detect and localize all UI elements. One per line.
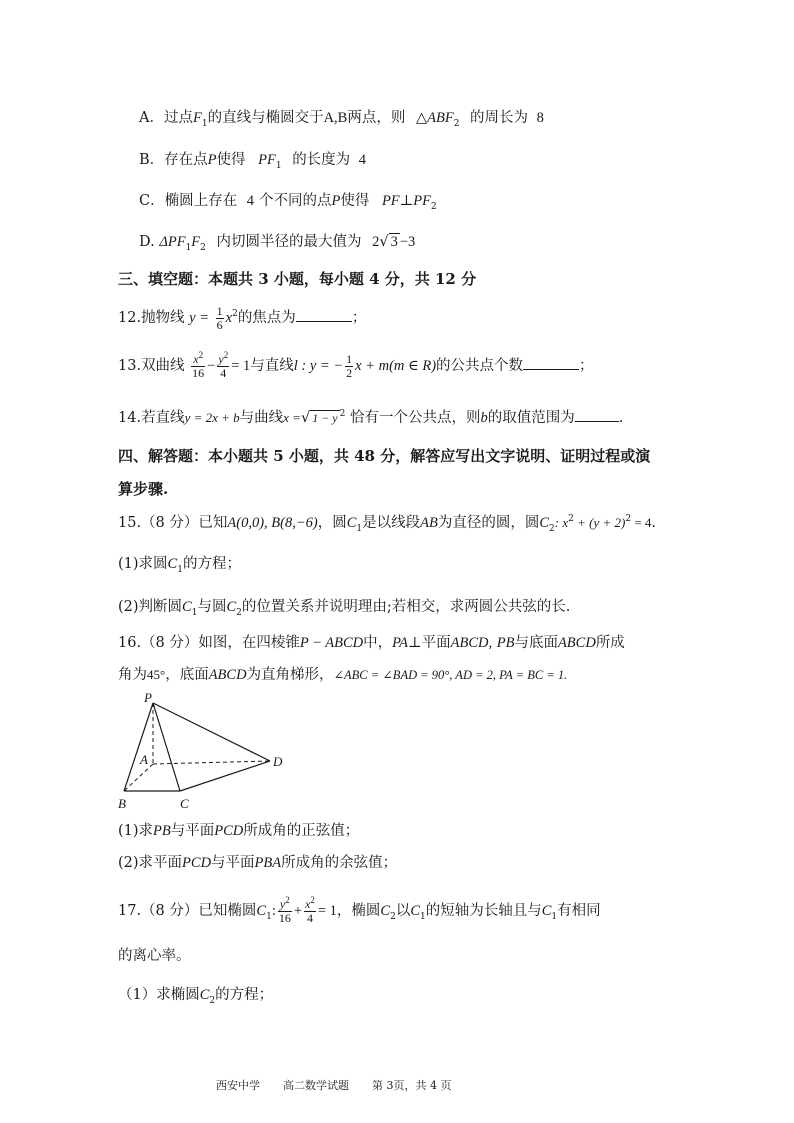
section-4-heading-line1: 四、解答题：本小题共 5 小题，共 48 分，解答应写出文字说明、证明过程或演: [118, 447, 651, 465]
q17-c1c: C: [541, 903, 552, 919]
q12-y: y =: [189, 310, 210, 326]
pyramid-figure: [112, 688, 302, 812]
footer-subject: 高二数学试题: [283, 1079, 349, 1092]
q16-text-1: 中，: [363, 635, 393, 651]
option-c-text-3: 使得: [340, 193, 370, 209]
q16-degree: 45°: [147, 667, 166, 682]
q17-eq: = 1: [317, 903, 337, 919]
q13-f3-den: 2: [346, 365, 353, 380]
q13-f3-num: 1: [346, 351, 353, 366]
q16-sub-1: [118, 820, 359, 842]
q16-s1-b: 与平面: [170, 823, 215, 839]
q17-part-1: （1）求椭圆$C_2$的方程；: [118, 987, 274, 1006]
q15-end: .: [651, 515, 657, 531]
option-d-triangle: ΔPF: [159, 234, 186, 250]
option-b: B．存在点P使得 $PF_1$ 的长度为 4: [139, 152, 367, 171]
q15-head: 15.（8 分）已知: [118, 515, 228, 531]
option-d-v1: 2: [372, 234, 380, 250]
option-a-text-2: 的直线与椭圆交于: [207, 110, 324, 126]
question-17: 17.（8 分）已知椭圆$C_1$: $\frac{y^2}{16}$ + $\frac{x^2}{4}$ = 1，椭圆$C_2$以$C_1$的短轴为长轴且与$C_1$有相同: [118, 894, 601, 925]
q17-plus: +: [293, 903, 303, 919]
q16-s2-c: 所成角的余弦值；: [281, 855, 398, 871]
q14-root: 1 − y: [312, 411, 338, 425]
q16-l2c: 为直角梯形，: [246, 667, 334, 683]
q17-c1: C: [256, 903, 267, 919]
q17-c2: C: [380, 903, 391, 919]
q14-text-4: 的取值范围为: [487, 410, 575, 426]
q15-p1-b: 的方程；: [182, 556, 241, 572]
option-c-text-2: 个不同的点: [258, 193, 332, 209]
option-a-text-4: 的周长为: [470, 110, 529, 126]
q17-text-2: 以: [395, 903, 411, 919]
option-d-text: 内切圆半径的最大值为: [216, 234, 362, 250]
vertex-label-b: B: [118, 796, 126, 811]
q15-text-3: 为直径的圆，圆: [437, 515, 540, 531]
option-d-label: D.: [139, 234, 155, 250]
q17-p1-b: 的方程；: [215, 987, 274, 1003]
option-a-text-3: 两点，则: [347, 110, 406, 126]
question-15: 15.（8 分）已知A(0,0), B(8,−6)，圆$C_1$是以线段AB为直径的圆，圆$C_2$: $x^2 + (y + 2)^2 = 4$.: [118, 514, 657, 534]
q17-c1b: C: [410, 903, 420, 919]
q15-part-2: (2)判断圆$C_1$与圆$C_2$的位置关系并说明理由;若相交，求两圆公共弦的长.: [118, 599, 571, 618]
option-c-perp: PF⊥PF: [381, 193, 432, 209]
q13-text-4: ；: [579, 358, 594, 374]
q16-s2-b: 与平面: [211, 855, 255, 871]
option-c-label: C．: [139, 193, 165, 209]
q16-abcd-2: ABCD: [557, 635, 596, 651]
q15-p2-c1: C: [182, 599, 192, 615]
q15-p2-b: 与圆: [197, 599, 227, 615]
option-c-text-1: 椭圆上存在: [164, 193, 238, 209]
q16-line-2: [118, 664, 567, 686]
option-a-label: A．: [139, 110, 164, 126]
q12-answer-blank[interactable]: [296, 307, 352, 322]
q13-text-1: 双曲线: [141, 358, 185, 374]
q12-frac-num: 1: [216, 303, 223, 318]
option-b-value: 4: [358, 152, 367, 168]
q16-s1-c: 所成角的正弦值；: [243, 823, 360, 839]
q17-line-2: 的离心率。: [118, 948, 191, 964]
q15-p1-c: C: [167, 556, 178, 572]
q16-s1-pb: PB: [153, 823, 171, 839]
q16-sub-2: [118, 852, 397, 874]
q15-p1: (1)求圆: [118, 556, 168, 572]
q17-p1-c: C: [199, 987, 210, 1003]
section-4-heading-line2: 算步骤.: [118, 480, 169, 498]
q15-text-1: ，圆: [317, 515, 347, 531]
question-12: 12.抛物线 y = $\frac{1}{6}$ $x^2$的焦点为 ；: [118, 303, 367, 332]
question-16: [118, 632, 625, 654]
q13-text-3: 的公共点个数: [436, 358, 524, 374]
q16-text-4: 所成: [595, 635, 625, 651]
q15-p2-c2: C: [226, 599, 237, 615]
q17-f1-num: y: [279, 896, 286, 911]
footer-page: 第 3页，共 4 页: [372, 1079, 452, 1092]
option-a: A．过点$F_1$的直线与椭圆交于A,B两点，则 $\triangle ABF_2$ 的周长为 8: [139, 110, 544, 129]
q13-f2-num: y: [218, 351, 224, 366]
option-a-text-1: 过点: [163, 110, 193, 126]
option-d-f: F: [191, 234, 201, 250]
q14-text-3: 恰有一个公共点，则: [349, 410, 481, 426]
q16-conditions: ∠ABC = ∠BAD = 90°, AD = 2, PA = BC = 1.: [333, 668, 568, 682]
vertex-label-p: P: [144, 690, 152, 705]
q13-minus: −: [207, 358, 216, 374]
q12-text-1: 抛物线: [141, 310, 185, 326]
option-b-text-3: 的长度为: [292, 152, 351, 168]
q14-answer-blank[interactable]: [575, 407, 619, 422]
q17-head: 17.（8 分）已知椭圆: [118, 903, 257, 919]
q16-text-3: 与底面: [514, 635, 558, 651]
q14-curve: x =: [283, 410, 301, 425]
q13-eq: = 1: [231, 358, 251, 374]
footer-school: 西安中学: [216, 1079, 260, 1092]
q16-s1-pcd: PCD: [214, 823, 244, 839]
section-3-heading: 三、填空题：本题共 3 小题，每小题 4 分，共 12 分: [118, 270, 477, 288]
q15-eq-2: + (y + 2): [573, 515, 626, 530]
vertex-label-a: A: [140, 752, 148, 767]
option-b-p: P: [207, 152, 217, 168]
option-a-triangle: △ABF: [415, 110, 454, 126]
q15-p2-c: 的位置关系并说明理由;若相交，求两圆公共弦的长.: [241, 599, 571, 615]
q17-f2-num: x: [305, 896, 311, 911]
q15-points: A(0,0), B(8,−6): [227, 515, 318, 531]
q16-pyramid: P − ABCD: [299, 635, 364, 651]
option-b-label: B．: [139, 152, 165, 168]
q16-l2b: ，底面: [165, 667, 209, 683]
q15-p2: (2)判断圆: [118, 599, 183, 615]
q13-rest: x + m(m ∈ R): [355, 358, 437, 374]
q17-text-4: 有相同: [557, 903, 601, 919]
option-d-v2: 3: [390, 234, 398, 250]
q15-c1: C: [346, 515, 357, 531]
q14-text-2: 与曲线: [239, 410, 284, 426]
q13-answer-blank[interactable]: [523, 355, 579, 370]
q14-line: y = 2x + b: [184, 410, 240, 425]
q13-line: l : y = −: [293, 358, 344, 374]
option-a-points: A,B: [323, 110, 348, 126]
q17-f2-den: 4: [306, 910, 313, 925]
question-13: 13.双曲线 $\frac{x^2}{16}$ − $\frac{y^2}{4}$ = 1与直线l : y = − $\frac{1}{2}$ x + m(m ∈ R)的公共点个数 ；: [118, 349, 594, 380]
q16-abcd-3: ABCD: [208, 667, 247, 683]
q12-text-2: 的焦点为: [237, 310, 296, 326]
q16-s1: (1)求: [118, 823, 154, 839]
vertex-label-c: C: [180, 796, 189, 811]
question-14: 14.若直线y = 2x + b与曲线x =√ 1 − y $^2$ 恰有一个公共点，则b的取值范围为 .: [118, 407, 623, 429]
q15-ab: AB: [420, 515, 438, 531]
q13-f1-num: x: [193, 351, 199, 366]
q17-colon: :: [271, 903, 276, 919]
q16-l2a: 角为: [118, 667, 147, 683]
option-d: D. $\Delta PF_1F_2$ 内切圆半径的最大值为 2√ 3 −3: [139, 234, 416, 253]
q16-abcd: ABCD,: [450, 635, 493, 651]
q17-text-1: ，椭圆: [336, 903, 381, 919]
q14-num: 14.: [118, 410, 142, 426]
q14-text-5: .: [618, 410, 624, 426]
q17-p1: （1）求椭圆: [118, 987, 200, 1003]
q13-f2-den: 4: [220, 365, 227, 380]
option-c: C．椭圆上存在 4 个不同的点P使得 $PF\perp PF_2$: [139, 193, 437, 212]
option-a-value: 8: [536, 110, 544, 126]
option-a-f1: F: [192, 110, 202, 126]
q16-head: 16.（8 分）如图，在四棱锥: [118, 635, 300, 651]
q15-eq-3: = 4: [631, 515, 652, 530]
q17-text-3: 的短轴为长轴且与: [425, 903, 542, 919]
q16-s2: (2)求平面: [118, 855, 183, 871]
option-b-text-2: 使得: [216, 152, 246, 168]
q14-b: b: [480, 410, 488, 426]
option-d-v3: −3: [399, 234, 416, 250]
q16-pb: PB: [496, 635, 515, 651]
q12-x: x: [225, 310, 233, 326]
q12-num: 12.: [118, 310, 142, 326]
q14-text-1: 若直线: [141, 410, 185, 426]
option-c-count: 4: [246, 193, 254, 209]
option-b-pf: PF: [258, 152, 276, 168]
q12-text-3: ；: [351, 310, 367, 326]
q15-text-2: 是以线段: [362, 515, 421, 531]
q15-eq: : x: [554, 515, 569, 530]
q16-text-2: ⊥平面: [408, 635, 451, 651]
q16-s2-pcd: PCD: [182, 855, 212, 871]
q17-f1-den: 16: [278, 910, 291, 925]
q15-c2: C: [539, 515, 550, 531]
q13-num: 13.: [118, 358, 142, 374]
vertex-label-d: D: [273, 754, 283, 769]
option-c-p: P: [331, 193, 341, 209]
q13-text-2: 与直线: [250, 358, 294, 374]
q15-part-1: (1)求圆$C_1$的方程；: [118, 556, 241, 575]
q12-frac-den: 6: [216, 317, 223, 332]
option-b-text-1: 存在点: [164, 152, 208, 168]
q13-f1-den: 16: [192, 365, 205, 380]
q16-pa: PA: [392, 635, 408, 651]
q16-s2-pba: PBA: [254, 855, 282, 871]
